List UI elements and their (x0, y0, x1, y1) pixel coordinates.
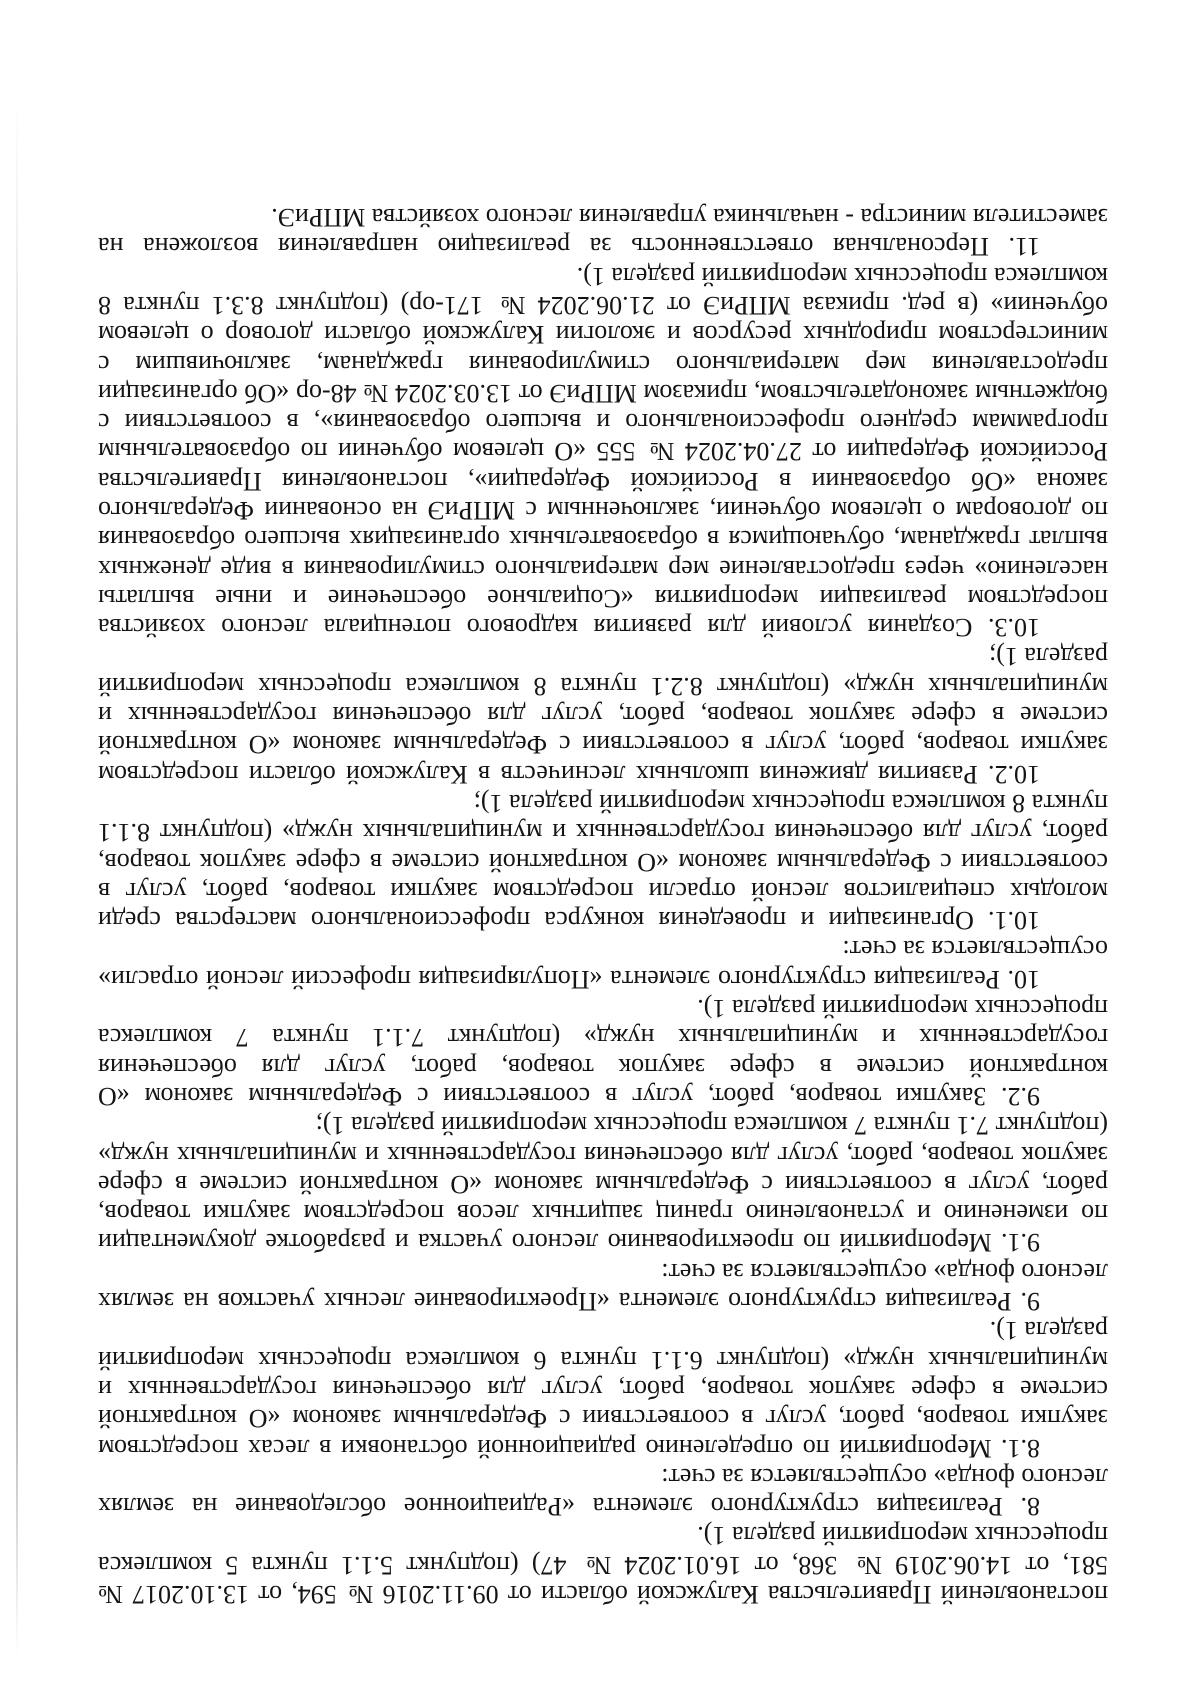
paragraph-11: 11. Персональная ответственность за реализацию направления возложена на заместителя министра - начальника управления лесного хозяйства МПРиЭ. (98, 203, 1108, 262)
paragraph-10: 10. Реализация структурного элемента «Популяризация профессий лесной отрасли» осуществляется за счет: (98, 935, 1108, 994)
paragraph-9: 9. Реализация структурного элемента «Проектирование лесных участков на землях лесного фонда» осуществляется за счет: (98, 1257, 1108, 1317)
paragraph-9-1: 9.1. Мероприятий по проектированию лесного участка и разработке документации по изменению и установлению границ защитных лесов посредством закупки товаров, работ, услуг в соответствии с Федеральным законом «О контрактной системе в сфере закупок товаров, работ, услуг для обеспечения государственных и муниципальных нужд» (подпункт 7.1 пункта 7 комплекса процессных мероприятий раздела 1); (98, 1111, 1108, 1258)
paragraph-continuation: постановлений Правительства Калужской области от 09.11.2016 № 594, от 13.10.2017 № 581, от 14.06.2019 № 368, от 16.01.2024 № 47) (подпункт 5.1.1 пункта 5 комплекса процессных мероприятий раздела 1). (98, 1521, 1108, 1609)
document-body (98, 203, 1108, 1609)
paragraph-10-1: 10.1. Организации и проведения конкурса профессионального мастерства среди молодых специалистов лесной отрасли посредством закупки товаров, работ, услуг в соответствии с Федеральным законом «О контрактной системе в сфере закупок товаров, работ, услуг для обеспечения государственных и муниципальных нужд» (подпункт 8.1.1 пункта 8 комплекса процессных мероприятий раздела 1); (98, 788, 1108, 936)
paragraph-9-2: 9.2. Закупки товаров, работ, услуг в соответствии с Федеральным законом «О контрактной системе в сфере закупок товаров, работ, услуг для обеспечения государственных и муниципальных нужд» (подпункт 7.1.1 пункта 7 комплекса процессных мероприятий раздела 1). (98, 994, 1108, 1111)
scan-edge-line (16, 97, 18, 1657)
paragraph-10-2: 10.2. Развития движения школьных лесничеств в Калужской области посредством закупки товаров, работ, услуг в соответствии с Федеральным законом «О контрактной системе в сфере закупок товаров, работ, услуг для обеспечения государственных и муниципальных нужд» (подпункт 8.2.1 пункта 8 комплекса процессных мероприятий раздела 1); (98, 642, 1108, 789)
paragraph-8-1: 8.1. Мероприятий по определению радиационной обстановки в лесах посредством закупки товаров, работ, услуг в соответствии с Федеральным законом «О контрактной системе в сфере закупок товаров, работ, услуг для обеспечения государственных и муниципальных нужд» (подпункт 6.1.1 пункта 6 комплекса процессных мероприятий раздела 1). (98, 1316, 1108, 1463)
paragraph-10-3: 10.3. Создания условий для развития кадрового потенциала лесного хозяйства посредством реализации мероприятия «Социальное обеспечение и иные выплаты населению» через предоставление мер материального стимулирования в виде денежных выплат гражданам, обучающимся в образовательных организациях высшего образования по договорам о целевом обучении, заключенным с МПРиЭ на основании Федерального закона «Об образовании в Российской Федерации», постановления Правительства Российской Федерации от 27.04.2024 № 555 «О целевом обучении по образовательным программам среднего профессионального и высшего образования», в соответствии с бюджетным законодательством, приказом МПРиЭ от 13.03.2024 № 48-ор «Об организации предоставления мер материального стимулирования гражданам, заключившим с министерством природных ресурсов и экологии Калужской области договор о целевом обучении» (в ред. приказа МПРиЭ от 21.06.2024 № 171-ор) (подпункт 8.3.1 пункта 8 комплекса процессных мероприятий раздела 1). (98, 261, 1108, 643)
paragraph-8: 8. Реализация структурного элемента «Радиационное обследование на землях лесного фонда» осуществляется за счет: (98, 1462, 1108, 1522)
